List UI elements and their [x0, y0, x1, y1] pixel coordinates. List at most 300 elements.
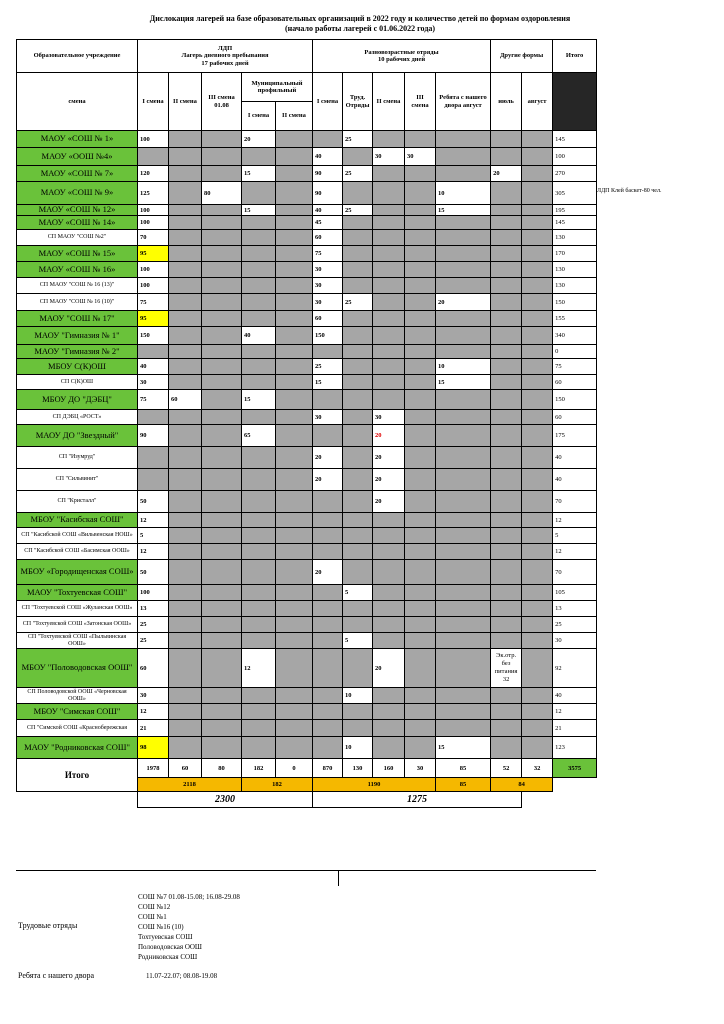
empty-cell [202, 704, 242, 720]
empty-cell [242, 528, 276, 544]
empty-cell [242, 246, 276, 262]
empty-cell [202, 311, 242, 327]
value-cell: 75 [313, 246, 343, 262]
empty-cell [405, 617, 436, 633]
row-total: 40 [553, 469, 597, 491]
row-total: 195 [553, 205, 597, 216]
empty-cell [405, 327, 436, 345]
subtotal-dvor: 85 [436, 778, 491, 792]
empty-cell [436, 447, 491, 469]
empty-cell [202, 390, 242, 410]
table-row [17, 327, 597, 345]
empty-cell [242, 585, 276, 601]
subtotal-razn: 1190 [313, 778, 436, 792]
table-row [17, 262, 597, 278]
value-cell: 20 [373, 447, 405, 469]
row-total: 13 [553, 601, 597, 617]
value-cell: 95 [138, 246, 169, 262]
empty-cell [522, 205, 553, 216]
value-cell: 100 [138, 262, 169, 278]
table-row [17, 704, 597, 720]
empty-cell [343, 359, 373, 375]
value-cell: 20 [373, 491, 405, 513]
empty-cell [405, 278, 436, 294]
empty-cell [522, 617, 553, 633]
org-name: СП "Изумруд" [17, 447, 138, 469]
total-cell: 32 [522, 759, 553, 778]
value-cell: 98 [138, 737, 169, 759]
empty-cell [276, 649, 313, 688]
empty-cell [522, 390, 553, 410]
empty-cell [373, 633, 405, 649]
empty-cell [242, 148, 276, 166]
empty-cell [373, 720, 405, 737]
empty-cell [169, 425, 202, 447]
value-cell: 20 [436, 294, 491, 311]
org-name: МАОУ "Гимназия № 2" [17, 345, 138, 359]
header-ldp-3: III смена 01.08 [202, 73, 242, 131]
table-row [17, 359, 597, 375]
empty-cell [522, 737, 553, 759]
trud-label: Трудовые отряды [18, 921, 78, 930]
value-cell: 10 [436, 182, 491, 205]
empty-cell [242, 410, 276, 425]
empty-cell [436, 704, 491, 720]
empty-cell [242, 560, 276, 585]
empty-cell [169, 737, 202, 759]
empty-cell [491, 359, 522, 375]
value-cell: 60 [313, 230, 343, 246]
empty-cell [138, 410, 169, 425]
value-cell: 30 [373, 410, 405, 425]
table-row [17, 601, 597, 617]
empty-cell [405, 544, 436, 560]
table-row [17, 345, 597, 359]
empty-cell [522, 148, 553, 166]
empty-cell [373, 230, 405, 246]
total-cell: 1978 [138, 759, 169, 778]
empty-cell [313, 513, 343, 528]
table-row [17, 617, 597, 633]
empty-cell [491, 148, 522, 166]
value-cell: 90 [313, 182, 343, 205]
empty-cell [491, 688, 522, 704]
value-cell: Эк.отр. без питания 32 [491, 649, 522, 688]
header-o-aug: август [522, 73, 553, 131]
value-cell: 25 [343, 131, 373, 148]
empty-cell [405, 469, 436, 491]
row-total: 12 [553, 704, 597, 720]
empty-cell [405, 601, 436, 617]
big-total-left: 2300 [138, 792, 313, 808]
empty-cell [373, 327, 405, 345]
empty-cell [313, 633, 343, 649]
value-cell: 20 [313, 447, 343, 469]
empty-cell [138, 148, 169, 166]
empty-cell [276, 230, 313, 246]
empty-cell [343, 390, 373, 410]
empty-cell [522, 704, 553, 720]
header-mun: Муниципальный профильный [242, 73, 313, 102]
empty-cell [343, 425, 373, 447]
empty-cell [373, 617, 405, 633]
empty-cell [522, 359, 553, 375]
value-cell: 75 [138, 294, 169, 311]
org-name: МАОУ ДО "Звездный" [17, 425, 138, 447]
empty-cell [436, 390, 491, 410]
row-total: 150 [553, 390, 597, 410]
trud-list-item: СОШ №1 [138, 913, 167, 921]
empty-cell [405, 294, 436, 311]
empty-cell [491, 704, 522, 720]
table-row [17, 216, 597, 230]
empty-cell [169, 359, 202, 375]
empty-cell [491, 491, 522, 513]
empty-cell [522, 447, 553, 469]
empty-cell [436, 617, 491, 633]
value-cell: 100 [138, 585, 169, 601]
org-name: СП "Тохтуевской СОШ «Пыльвинская ООШ» [17, 633, 138, 649]
row-total: 170 [553, 246, 597, 262]
empty-cell [405, 425, 436, 447]
value-cell: 75 [138, 390, 169, 410]
empty-cell [436, 544, 491, 560]
value-cell: 20 [242, 131, 276, 148]
value-cell: 15 [436, 737, 491, 759]
value-cell: 25 [343, 294, 373, 311]
empty-cell [276, 528, 313, 544]
value-cell: 80 [202, 182, 242, 205]
value-cell: 5 [343, 585, 373, 601]
row-total: 130 [553, 278, 597, 294]
empty-cell [313, 688, 343, 704]
empty-cell [491, 513, 522, 528]
org-name: МАОУ "Родниковская СОШ" [17, 737, 138, 759]
empty-cell [276, 513, 313, 528]
empty-cell [169, 345, 202, 359]
value-cell: 120 [138, 166, 169, 182]
empty-cell [169, 704, 202, 720]
value-cell: 50 [138, 560, 169, 585]
subtotal-other: 84 [491, 778, 553, 792]
value-cell: 15 [436, 205, 491, 216]
empty-cell [436, 513, 491, 528]
empty-cell [169, 216, 202, 230]
empty-cell [276, 544, 313, 560]
empty-cell [522, 633, 553, 649]
org-name: СП "Сильвинит" [17, 469, 138, 491]
total-cell: 182 [242, 759, 276, 778]
header-ldp: ЛДП Лагерь дневного пребывания 17 рабочих дней [138, 40, 313, 73]
empty-cell [491, 737, 522, 759]
table-row [17, 278, 597, 294]
empty-cell [242, 704, 276, 720]
org-name: МБОУ "Половодовская ООШ" [17, 649, 138, 688]
empty-cell [405, 528, 436, 544]
empty-cell [276, 560, 313, 585]
empty-cell [169, 560, 202, 585]
empty-cell [405, 513, 436, 528]
empty-cell [436, 278, 491, 294]
empty-cell [373, 278, 405, 294]
empty-cell [522, 469, 553, 491]
empty-cell [202, 278, 242, 294]
row-total: 150 [553, 294, 597, 311]
page-title [60, 14, 660, 34]
header-r-3: III смена [405, 73, 436, 131]
empty-cell [313, 131, 343, 148]
empty-cell [313, 617, 343, 633]
empty-cell [202, 425, 242, 447]
empty-cell [202, 544, 242, 560]
empty-cell [276, 166, 313, 182]
header-mun-2: II смена [276, 102, 313, 131]
value-cell: 30 [405, 148, 436, 166]
empty-cell [202, 345, 242, 359]
value-cell: 20 [373, 469, 405, 491]
empty-cell [242, 375, 276, 390]
empty-cell [202, 262, 242, 278]
empty-cell [202, 585, 242, 601]
org-name: МАОУ "СОШ № 17" [17, 311, 138, 327]
trud-list [138, 892, 240, 962]
org-name: МБОУ "Симская СОШ" [17, 704, 138, 720]
empty-cell [242, 617, 276, 633]
org-name: СП МАОУ "СОШ №2" [17, 230, 138, 246]
empty-cell [202, 216, 242, 230]
row-total: 100 [553, 148, 597, 166]
empty-cell [242, 359, 276, 375]
empty-cell [343, 491, 373, 513]
empty-cell [276, 491, 313, 513]
camps-table [16, 39, 597, 808]
row-total: 70 [553, 491, 597, 513]
empty-cell [202, 513, 242, 528]
empty-cell [436, 262, 491, 278]
subtotal-mun: 182 [242, 778, 313, 792]
empty-cell [405, 633, 436, 649]
value-cell: 95 [138, 311, 169, 327]
empty-cell [405, 230, 436, 246]
empty-cell [491, 560, 522, 585]
empty-cell [373, 513, 405, 528]
empty-cell [276, 148, 313, 166]
value-cell: 125 [138, 182, 169, 205]
trud-list-item: Родниковская СОШ [138, 953, 198, 961]
value-cell: 25 [343, 166, 373, 182]
row-total: 340 [553, 327, 597, 345]
empty-cell [202, 491, 242, 513]
empty-cell [373, 585, 405, 601]
empty-cell [313, 601, 343, 617]
org-name: МАОУ "Гимназия № 1" [17, 327, 138, 345]
empty-cell [436, 601, 491, 617]
empty-cell [276, 205, 313, 216]
org-name: МАОУ «СОШ № 1» [17, 131, 138, 148]
row-total: 40 [553, 688, 597, 704]
empty-cell [242, 447, 276, 469]
empty-cell [436, 425, 491, 447]
table-row [17, 560, 597, 585]
empty-cell [313, 544, 343, 560]
empty-cell [522, 720, 553, 737]
trud-list-item: Половодовская ООШ [138, 943, 202, 951]
header-mun-1: I смена [242, 102, 276, 131]
side-note: ЛДП Клей баскет-80 чел. [597, 188, 662, 194]
row-total: 0 [553, 345, 597, 359]
empty-cell [405, 491, 436, 513]
empty-cell [202, 447, 242, 469]
empty-cell [491, 311, 522, 327]
value-cell: 30 [138, 688, 169, 704]
value-cell: 25 [138, 633, 169, 649]
empty-cell [522, 327, 553, 345]
empty-cell [373, 737, 405, 759]
empty-cell [373, 345, 405, 359]
value-cell: 30 [313, 294, 343, 311]
empty-cell [169, 410, 202, 425]
empty-cell [491, 410, 522, 425]
table-row [17, 649, 597, 688]
row-total: 70 [553, 560, 597, 585]
empty-cell [169, 688, 202, 704]
value-cell: 25 [343, 205, 373, 216]
empty-cell [313, 390, 343, 410]
empty-cell [242, 182, 276, 205]
header-total: Итого [553, 40, 597, 73]
row-total: 40 [553, 447, 597, 469]
trud-list-item: СОШ №7 01.08-15.08; 16.08-29.08 [138, 893, 240, 901]
value-cell: 20 [373, 425, 405, 447]
empty-cell [373, 166, 405, 182]
value-cell: 30 [138, 375, 169, 390]
empty-cell [436, 633, 491, 649]
empty-cell [522, 410, 553, 425]
org-name: МАОУ «СОШ № 16» [17, 262, 138, 278]
value-cell: 13 [138, 601, 169, 617]
empty-cell [202, 633, 242, 649]
table-row [17, 410, 597, 425]
header-ldp-2: II смена [169, 73, 202, 131]
empty-cell [436, 148, 491, 166]
row-total: 105 [553, 585, 597, 601]
empty-cell [138, 447, 169, 469]
empty-cell [405, 345, 436, 359]
total-cell: 130 [343, 759, 373, 778]
row-total: 92 [553, 649, 597, 688]
empty-cell [436, 246, 491, 262]
empty-cell [491, 216, 522, 230]
total-cell: 30 [405, 759, 436, 778]
header-r-1: I смена [313, 73, 343, 131]
empty-cell [242, 345, 276, 359]
empty-cell [169, 513, 202, 528]
empty-cell [491, 390, 522, 410]
empty-cell [276, 425, 313, 447]
empty-cell [242, 230, 276, 246]
empty-cell [242, 262, 276, 278]
table-row [17, 166, 597, 182]
empty-cell [313, 491, 343, 513]
row-total: 123 [553, 737, 597, 759]
empty-cell [343, 278, 373, 294]
empty-cell [313, 704, 343, 720]
trud-list-item: Тохтуевская СОШ [138, 933, 193, 941]
table-row [17, 737, 597, 759]
org-name: МАОУ «СОШ № 15» [17, 246, 138, 262]
empty-cell [522, 513, 553, 528]
empty-cell [405, 560, 436, 585]
empty-cell [202, 737, 242, 759]
empty-cell [491, 425, 522, 447]
empty-cell [491, 585, 522, 601]
org-name: МАОУ "Тохтуевская СОШ" [17, 585, 138, 601]
empty-cell [202, 720, 242, 737]
table-row [17, 491, 597, 513]
empty-cell [491, 182, 522, 205]
empty-cell [242, 601, 276, 617]
empty-cell [169, 131, 202, 148]
empty-cell [313, 345, 343, 359]
value-cell: 15 [313, 375, 343, 390]
value-cell: 60 [313, 311, 343, 327]
org-name: МАОУ «СОШ № 7» [17, 166, 138, 182]
empty-cell [522, 294, 553, 311]
value-cell: 15 [242, 205, 276, 216]
empty-cell [343, 230, 373, 246]
value-cell: 70 [138, 230, 169, 246]
empty-cell [169, 246, 202, 262]
empty-cell [169, 375, 202, 390]
empty-cell [202, 131, 242, 148]
row-total: 12 [553, 544, 597, 560]
empty-cell [491, 205, 522, 216]
empty-cell [436, 230, 491, 246]
table-row [17, 447, 597, 469]
empty-cell [405, 410, 436, 425]
empty-cell [313, 737, 343, 759]
empty-cell [405, 447, 436, 469]
value-cell: 15 [242, 166, 276, 182]
empty-cell [522, 528, 553, 544]
empty-cell [343, 528, 373, 544]
empty-cell [405, 166, 436, 182]
empty-cell [405, 359, 436, 375]
value-cell: 150 [138, 327, 169, 345]
header-other: Другие формы [491, 40, 553, 73]
empty-cell [522, 278, 553, 294]
value-cell: 5 [138, 528, 169, 544]
footer-rule [16, 870, 596, 871]
empty-cell [169, 447, 202, 469]
empty-cell [202, 230, 242, 246]
empty-cell [276, 601, 313, 617]
org-name: СП ДЭБЦ «РОСТ» [17, 410, 138, 425]
header-r-trud: Труд. Отряды [343, 73, 373, 131]
value-cell: 20 [313, 560, 343, 585]
empty-cell [436, 216, 491, 230]
org-name: СП "Симской СОШ «Краснобережская [17, 720, 138, 737]
empty-cell [436, 327, 491, 345]
row-total: 305 [553, 182, 597, 205]
empty-cell [491, 294, 522, 311]
empty-cell [276, 375, 313, 390]
value-cell: 5 [343, 633, 373, 649]
dvor-label: Ребята с нашего двора [18, 971, 95, 980]
empty-cell [343, 617, 373, 633]
empty-cell [276, 216, 313, 230]
empty-cell [242, 491, 276, 513]
